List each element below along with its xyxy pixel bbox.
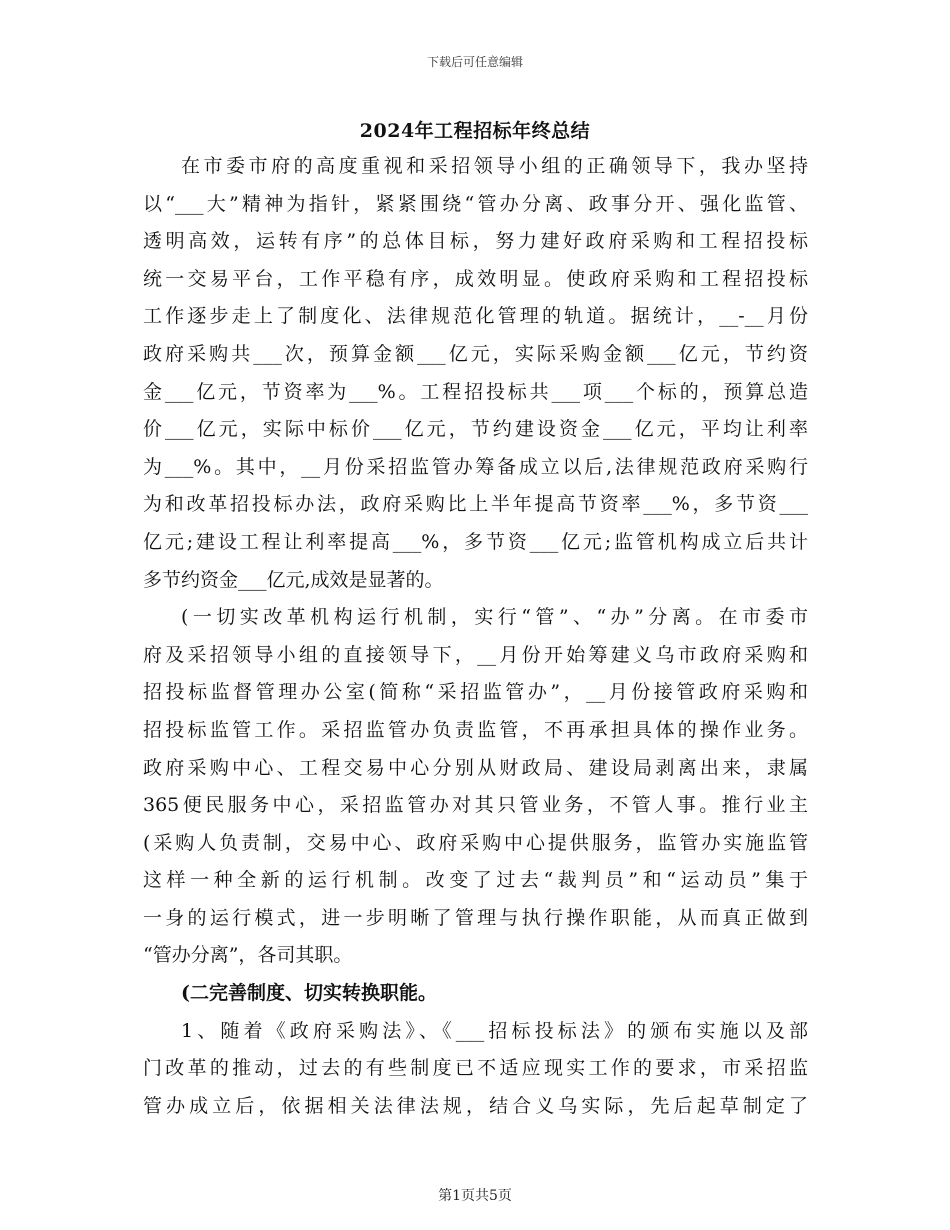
document-title: 2024年工程招标年终总结 — [359, 120, 591, 142]
paragraph-line: 招投标监管工作。采招监管办负责监管，不再承担具体的操作业务。 — [143, 718, 808, 741]
paragraph-line: (采购人负责制，交易中心、政府采购中心提供服务，监管办实施监管 — [143, 831, 808, 854]
paragraph-line: 为___%。其中，__月份采招监管办筹备成立以后,法律规范政府采购行 — [143, 455, 808, 478]
page-footer: 第1页共5页 — [438, 1188, 512, 1204]
paragraph-line: 金___亿元，节资率为___%。工程招投标共___项___个标的，预算总造 — [143, 380, 808, 403]
paragraph-line: 门改革的推动，过去的有些制度已不适应现实工作的要求，市采招监 — [143, 1057, 808, 1080]
paragraph-line: 政府采购中心、工程交易中心分别从财政局、建设局剥离出来，隶属 — [143, 756, 808, 779]
page-header: 下载后可任意编辑 — [426, 55, 523, 69]
paragraph-line: 统一交易平台，工作平稳有序，成效明显。使政府采购和工程招投标 — [143, 267, 808, 290]
paragraph-line: 招投标监督管理办公室(简称“采招监管办”，__月份接管政府采购和 — [143, 681, 808, 704]
paragraph-line: 多节约资金___亿元,成效是显著的。 — [143, 568, 444, 591]
paragraph-line: 亿元;建设工程让利率提高___%，多节资___亿元;监管机构成立后共计 — [143, 530, 808, 553]
paragraph-line: 在市委市府的高度重视和采招领导小组的正确领导下，我办坚持 — [181, 155, 808, 177]
paragraph-line: 365便民服务中心，采招监管办对其只管业务，不管人事。推行业主 — [143, 794, 808, 817]
paragraph-line: 一身的运行模式，进一步明晰了管理与执行操作职能，从而真正做到 — [143, 906, 808, 929]
paragraph-line: 府及采招领导小组的直接领导下，__月份开始筹建义乌市政府采购和 — [143, 643, 808, 666]
paragraph-line: 这样一种全新的运行机制。改变了过去“裁判员”和“运动员”集于 — [143, 869, 808, 892]
paragraph-line: (一切实改革机构运行机制，实行“管”、“办”分离。在市委市 — [181, 606, 808, 629]
paragraph-line: 管办成立后，依据相关法律法规，结合义乌实际，先后起草制定了 — [143, 1094, 808, 1117]
paragraph-line: “管办分离”，各司其职。 — [143, 944, 353, 967]
paragraph-line: 以“___大”精神为指针，紧紧围绕“管办分离、政事分开、强化监管、 — [143, 192, 808, 215]
paragraph-line: 为和改革招投标办法，政府采购比上半年提高节资率___%，多节资___ — [143, 493, 808, 516]
paragraph-line: 价___亿元，实际中标价___亿元，节约建设资金___亿元，平均让利率 — [143, 418, 808, 441]
paragraph-line: 1、随着《政府采购法》、《___招标投标法》的颁布实施以及部 — [181, 1019, 808, 1042]
paragraph-line: 工作逐步走上了制度化、法律规范化管理的轨道。据统计，__-__月份 — [143, 305, 808, 328]
paragraph-line: 透明高效，运转有序”的总体目标，努力建好政府采购和工程招投标 — [143, 230, 808, 253]
document-body — [143, 148, 808, 1125]
paragraph-line: 政府采购共___次，预算金额___亿元，实际采购金额___亿元，节约资 — [143, 342, 808, 365]
section-heading: (二完善制度、切实转换职能。 — [181, 982, 437, 1005]
